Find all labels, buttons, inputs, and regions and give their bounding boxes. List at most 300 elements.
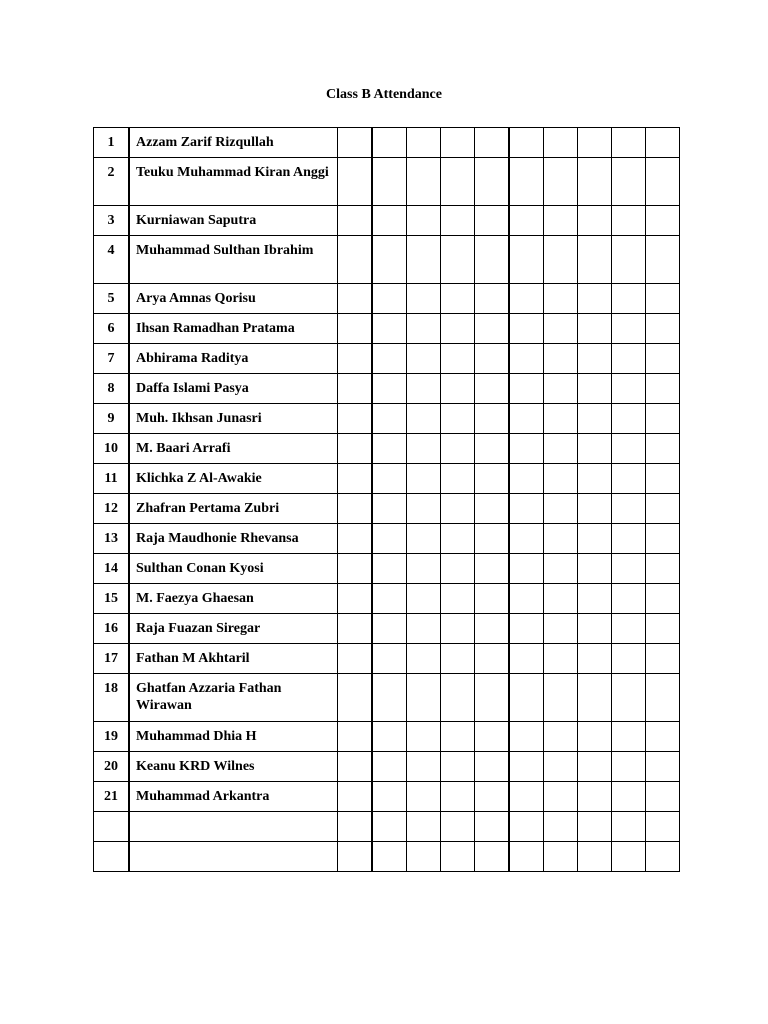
- student-name: Fathan M Akhtaril: [129, 644, 338, 674]
- attendance-cell: [338, 752, 373, 782]
- attendance-cell: [338, 722, 373, 752]
- attendance-cell: [646, 404, 680, 434]
- student-name: Muhammad Sulthan Ibrahim: [129, 236, 338, 284]
- attendance-cell: [338, 404, 373, 434]
- attendance-cell: [612, 314, 646, 344]
- attendance-cell: [475, 722, 510, 752]
- attendance-cell: [544, 674, 578, 722]
- attendance-cell: [407, 722, 441, 752]
- attendance-cell: [646, 434, 680, 464]
- attendance-cell: [372, 644, 407, 674]
- student-number: 16: [94, 614, 130, 644]
- attendance-cell: [646, 158, 680, 206]
- attendance-cell: [578, 344, 612, 374]
- attendance-cell: [407, 206, 441, 236]
- attendance-cell: [544, 842, 578, 872]
- attendance-cell: [544, 284, 578, 314]
- attendance-cell: [372, 314, 407, 344]
- attendance-cell: [338, 584, 373, 614]
- attendance-cell: [407, 128, 441, 158]
- attendance-cell: [646, 128, 680, 158]
- attendance-cell: [578, 614, 612, 644]
- attendance-cell: [338, 158, 373, 206]
- attendance-cell: [372, 344, 407, 374]
- attendance-cell: [612, 722, 646, 752]
- attendance-cell: [475, 674, 510, 722]
- attendance-cell: [338, 464, 373, 494]
- attendance-cell: [475, 752, 510, 782]
- attendance-cell: [509, 344, 544, 374]
- attendance-cell: [544, 128, 578, 158]
- attendance-cell: [372, 584, 407, 614]
- attendance-cell: [578, 284, 612, 314]
- attendance-cell: [578, 584, 612, 614]
- table-row: [94, 494, 680, 524]
- attendance-cell: [475, 464, 510, 494]
- table-row: [94, 584, 680, 614]
- student-name: M. Baari Arrafi: [129, 434, 338, 464]
- attendance-cell: [407, 158, 441, 206]
- attendance-cell: [646, 284, 680, 314]
- attendance-cell: [372, 554, 407, 584]
- attendance-cell: [646, 722, 680, 752]
- attendance-cell: [578, 722, 612, 752]
- attendance-cell: [544, 554, 578, 584]
- attendance-cell: [338, 674, 373, 722]
- table-row: [94, 344, 680, 374]
- student-number: 8: [94, 374, 130, 404]
- attendance-cell: [407, 464, 441, 494]
- attendance-cell: [475, 158, 510, 206]
- student-number: 3: [94, 206, 130, 236]
- attendance-cell: [475, 404, 510, 434]
- attendance-cell: [509, 524, 544, 554]
- attendance-cell: [509, 464, 544, 494]
- attendance-cell: [578, 494, 612, 524]
- attendance-cell: [509, 284, 544, 314]
- attendance-cell: [578, 782, 612, 812]
- attendance-cell: [578, 524, 612, 554]
- attendance-cell: [509, 158, 544, 206]
- table-row: [94, 812, 680, 842]
- attendance-cell: [372, 524, 407, 554]
- attendance-cell: [441, 812, 475, 842]
- attendance-cell: [544, 314, 578, 344]
- attendance-cell: [578, 128, 612, 158]
- attendance-cell: [475, 842, 510, 872]
- attendance-cell: [407, 494, 441, 524]
- attendance-cell: [407, 674, 441, 722]
- attendance-cell: [372, 464, 407, 494]
- attendance-cell: [509, 674, 544, 722]
- attendance-cell: [338, 314, 373, 344]
- attendance-cell: [578, 206, 612, 236]
- attendance-cell: [338, 206, 373, 236]
- attendance-cell: [578, 674, 612, 722]
- attendance-cell: [544, 644, 578, 674]
- student-number: 4: [94, 236, 130, 284]
- attendance-cell: [441, 584, 475, 614]
- student-number: 17: [94, 644, 130, 674]
- attendance-cell: [646, 344, 680, 374]
- student-number: [94, 842, 130, 872]
- attendance-cell: [338, 524, 373, 554]
- attendance-cell: [612, 674, 646, 722]
- attendance-cell: [372, 722, 407, 752]
- attendance-cell: [475, 236, 510, 284]
- attendance-cell: [509, 554, 544, 584]
- table-row: [94, 206, 680, 236]
- student-name: Azzam Zarif Rizqullah: [129, 128, 338, 158]
- attendance-cell: [612, 494, 646, 524]
- attendance-cell: [544, 374, 578, 404]
- student-number: 13: [94, 524, 130, 554]
- student-number: 6: [94, 314, 130, 344]
- attendance-cell: [544, 614, 578, 644]
- student-name: Raja Maudhonie Rhevansa: [129, 524, 338, 554]
- attendance-cell: [509, 404, 544, 434]
- attendance-cell: [509, 206, 544, 236]
- student-name: Muh. Ikhsan Junasri: [129, 404, 338, 434]
- attendance-cell: [509, 782, 544, 812]
- student-number: 14: [94, 554, 130, 584]
- attendance-cell: [612, 524, 646, 554]
- attendance-cell: [544, 524, 578, 554]
- attendance-cell: [612, 128, 646, 158]
- attendance-cell: [372, 674, 407, 722]
- attendance-cell: [441, 344, 475, 374]
- student-name: Ghatfan Azzaria Fathan Wirawan: [129, 674, 338, 722]
- attendance-cell: [441, 674, 475, 722]
- attendance-cell: [407, 344, 441, 374]
- attendance-cell: [338, 812, 373, 842]
- attendance-cell: [372, 782, 407, 812]
- attendance-cell: [475, 284, 510, 314]
- attendance-cell: [338, 842, 373, 872]
- table-row: [94, 158, 680, 206]
- attendance-cell: [646, 614, 680, 644]
- attendance-cell: [441, 314, 475, 344]
- student-name: Kurniawan Saputra: [129, 206, 338, 236]
- attendance-cell: [612, 752, 646, 782]
- attendance-cell: [578, 434, 612, 464]
- student-name: [129, 842, 338, 872]
- attendance-cell: [372, 812, 407, 842]
- attendance-cell: [441, 374, 475, 404]
- table-row: [94, 404, 680, 434]
- attendance-cell: [407, 752, 441, 782]
- attendance-cell: [646, 584, 680, 614]
- attendance-cell: [407, 236, 441, 284]
- attendance-cell: [578, 158, 612, 206]
- attendance-cell: [612, 782, 646, 812]
- student-name: Keanu KRD Wilnes: [129, 752, 338, 782]
- attendance-cell: [612, 236, 646, 284]
- attendance-cell: [646, 524, 680, 554]
- attendance-cell: [338, 236, 373, 284]
- student-number: 18: [94, 674, 130, 722]
- attendance-cell: [612, 158, 646, 206]
- attendance-cell: [441, 494, 475, 524]
- attendance-cell: [372, 494, 407, 524]
- attendance-cell: [544, 434, 578, 464]
- student-name: M. Faezya Ghaesan: [129, 584, 338, 614]
- student-number: 11: [94, 464, 130, 494]
- attendance-cell: [578, 752, 612, 782]
- attendance-cell: [407, 812, 441, 842]
- attendance-cell: [338, 374, 373, 404]
- student-number: 9: [94, 404, 130, 434]
- attendance-cell: [612, 644, 646, 674]
- attendance-cell: [338, 434, 373, 464]
- table-row: [94, 722, 680, 752]
- attendance-cell: [372, 752, 407, 782]
- attendance-cell: [441, 284, 475, 314]
- attendance-cell: [612, 404, 646, 434]
- student-name: Teuku Muhammad Kiran Anggi: [129, 158, 338, 206]
- attendance-cell: [475, 554, 510, 584]
- attendance-cell: [646, 674, 680, 722]
- attendance-cell: [646, 812, 680, 842]
- attendance-cell: [646, 752, 680, 782]
- student-number: 20: [94, 752, 130, 782]
- table-row: [94, 782, 680, 812]
- attendance-cell: [578, 314, 612, 344]
- attendance-cell: [475, 782, 510, 812]
- attendance-cell: [475, 128, 510, 158]
- student-number: 12: [94, 494, 130, 524]
- attendance-cell: [475, 584, 510, 614]
- table-row: [94, 752, 680, 782]
- table-row: [94, 128, 680, 158]
- attendance-cell: [475, 494, 510, 524]
- attendance-cell: [338, 128, 373, 158]
- attendance-cell: [544, 158, 578, 206]
- attendance-cell: [475, 374, 510, 404]
- student-name: Klichka Z Al-Awakie: [129, 464, 338, 494]
- attendance-cell: [372, 404, 407, 434]
- attendance-cell: [646, 782, 680, 812]
- attendance-cell: [509, 494, 544, 524]
- table-row: [94, 374, 680, 404]
- student-name: Ihsan Ramadhan Pratama: [129, 314, 338, 344]
- student-number: 21: [94, 782, 130, 812]
- attendance-cell: [372, 236, 407, 284]
- attendance-cell: [441, 752, 475, 782]
- attendance-cell: [441, 782, 475, 812]
- attendance-cell: [509, 236, 544, 284]
- student-name: Sulthan Conan Kyosi: [129, 554, 338, 584]
- student-number: 15: [94, 584, 130, 614]
- attendance-cell: [544, 344, 578, 374]
- attendance-cell: [646, 236, 680, 284]
- table-row: [94, 554, 680, 584]
- attendance-cell: [372, 434, 407, 464]
- attendance-cell: [578, 644, 612, 674]
- attendance-cell: [407, 284, 441, 314]
- attendance-cell: [372, 842, 407, 872]
- attendance-cell: [646, 842, 680, 872]
- table-row: [94, 644, 680, 674]
- attendance-cell: [612, 206, 646, 236]
- attendance-cell: [407, 374, 441, 404]
- attendance-cell: [612, 614, 646, 644]
- attendance-cell: [441, 206, 475, 236]
- attendance-cell: [544, 206, 578, 236]
- attendance-cell: [612, 584, 646, 614]
- attendance-cell: [475, 434, 510, 464]
- table-row: [94, 464, 680, 494]
- attendance-cell: [407, 614, 441, 644]
- attendance-cell: [338, 614, 373, 644]
- student-name: Zhafran Pertama Zubri: [129, 494, 338, 524]
- attendance-cell: [612, 812, 646, 842]
- attendance-cell: [646, 644, 680, 674]
- attendance-cell: [544, 722, 578, 752]
- student-name: Raja Fuazan Siregar: [129, 614, 338, 644]
- attendance-cell: [441, 434, 475, 464]
- attendance-cell: [578, 812, 612, 842]
- attendance-table: [93, 127, 680, 872]
- attendance-cell: [441, 464, 475, 494]
- table-row: [94, 236, 680, 284]
- table-row: [94, 314, 680, 344]
- student-number: 1: [94, 128, 130, 158]
- attendance-cell: [544, 236, 578, 284]
- attendance-cell: [475, 344, 510, 374]
- attendance-cell: [612, 434, 646, 464]
- attendance-cell: [372, 614, 407, 644]
- table-row: [94, 524, 680, 554]
- attendance-cell: [338, 344, 373, 374]
- attendance-cell: [475, 206, 510, 236]
- attendance-cell: [578, 842, 612, 872]
- attendance-cell: [578, 554, 612, 584]
- student-name: Arya Amnas Qorisu: [129, 284, 338, 314]
- student-name: Daffa Islami Pasya: [129, 374, 338, 404]
- attendance-cell: [544, 752, 578, 782]
- attendance-cell: [544, 812, 578, 842]
- student-name: Muhammad Arkantra: [129, 782, 338, 812]
- attendance-cell: [509, 752, 544, 782]
- attendance-cell: [544, 404, 578, 434]
- attendance-cell: [578, 464, 612, 494]
- attendance-cell: [475, 614, 510, 644]
- attendance-cell: [441, 524, 475, 554]
- attendance-cell: [338, 644, 373, 674]
- student-number: 7: [94, 344, 130, 374]
- attendance-cell: [509, 128, 544, 158]
- attendance-cell: [441, 404, 475, 434]
- attendance-cell: [544, 584, 578, 614]
- attendance-cell: [407, 524, 441, 554]
- attendance-cell: [612, 842, 646, 872]
- table-row: [94, 284, 680, 314]
- attendance-cell: [407, 782, 441, 812]
- student-number: [94, 812, 130, 842]
- attendance-cell: [646, 314, 680, 344]
- student-name: [129, 812, 338, 842]
- attendance-cell: [646, 374, 680, 404]
- attendance-cell: [441, 128, 475, 158]
- table-row: [94, 434, 680, 464]
- attendance-cell: [338, 554, 373, 584]
- attendance-cell: [578, 404, 612, 434]
- attendance-cell: [441, 554, 475, 584]
- attendance-cell: [441, 158, 475, 206]
- student-name: Abhirama Raditya: [129, 344, 338, 374]
- attendance-cell: [407, 644, 441, 674]
- attendance-cell: [544, 782, 578, 812]
- attendance-cell: [509, 584, 544, 614]
- table-row: [94, 614, 680, 644]
- attendance-cell: [338, 782, 373, 812]
- attendance-cell: [544, 464, 578, 494]
- attendance-cell: [441, 722, 475, 752]
- attendance-cell: [475, 314, 510, 344]
- attendance-cell: [646, 464, 680, 494]
- student-number: 10: [94, 434, 130, 464]
- attendance-cell: [578, 236, 612, 284]
- attendance-cell: [407, 434, 441, 464]
- attendance-cell: [509, 644, 544, 674]
- attendance-cell: [646, 554, 680, 584]
- student-number: 19: [94, 722, 130, 752]
- attendance-cell: [509, 614, 544, 644]
- attendance-cell: [509, 842, 544, 872]
- attendance-cell: [612, 344, 646, 374]
- attendance-cell: [612, 374, 646, 404]
- table-row: [94, 842, 680, 872]
- attendance-cell: [646, 206, 680, 236]
- attendance-cell: [475, 644, 510, 674]
- attendance-cell: [612, 554, 646, 584]
- attendance-cell: [372, 374, 407, 404]
- attendance-cell: [612, 464, 646, 494]
- attendance-cell: [338, 494, 373, 524]
- attendance-cell: [578, 374, 612, 404]
- attendance-cell: [509, 314, 544, 344]
- attendance-cell: [509, 374, 544, 404]
- attendance-cell: [407, 554, 441, 584]
- student-number: 2: [94, 158, 130, 206]
- attendance-cell: [509, 722, 544, 752]
- attendance-cell: [441, 236, 475, 284]
- attendance-cell: [509, 812, 544, 842]
- attendance-cell: [372, 128, 407, 158]
- attendance-cell: [372, 284, 407, 314]
- table-row: [94, 674, 680, 722]
- attendance-cell: [407, 404, 441, 434]
- attendance-cell: [509, 434, 544, 464]
- attendance-cell: [372, 158, 407, 206]
- page-title: Class B Attendance: [326, 87, 442, 102]
- attendance-cell: [612, 284, 646, 314]
- attendance-cell: [441, 644, 475, 674]
- attendance-cell: [441, 614, 475, 644]
- student-number: 5: [94, 284, 130, 314]
- attendance-cell: [407, 584, 441, 614]
- attendance-cell: [646, 494, 680, 524]
- attendance-cell: [475, 524, 510, 554]
- student-name: Muhammad Dhia H: [129, 722, 338, 752]
- attendance-cell: [407, 314, 441, 344]
- attendance-cell: [338, 284, 373, 314]
- attendance-cell: [475, 812, 510, 842]
- attendance-cell: [441, 842, 475, 872]
- attendance-cell: [544, 494, 578, 524]
- attendance-cell: [407, 842, 441, 872]
